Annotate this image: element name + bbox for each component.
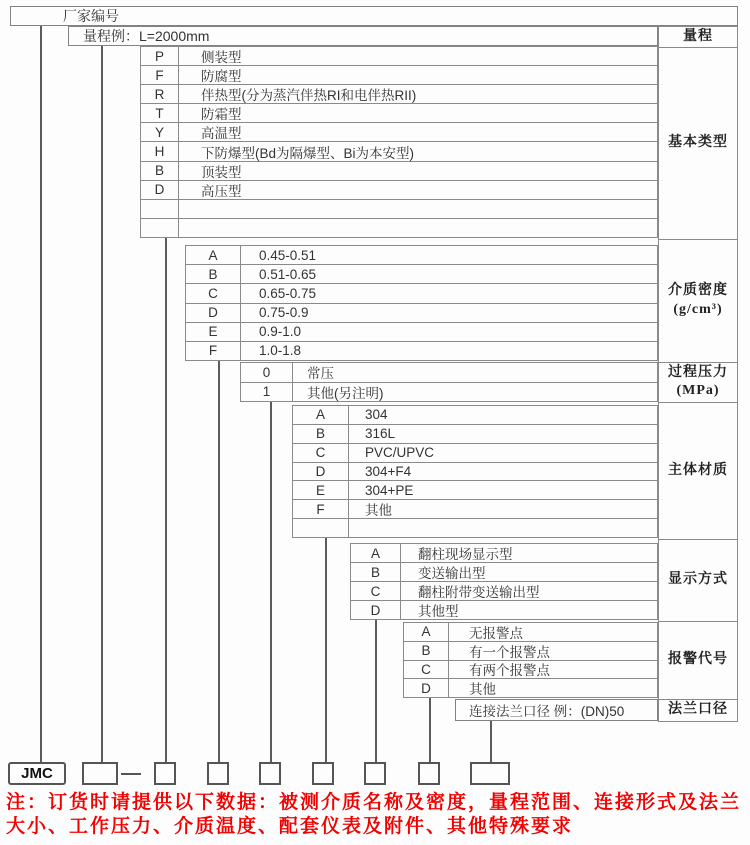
option-code: [293, 519, 349, 537]
table-row-empty: [141, 199, 657, 218]
range-example-row: [68, 26, 658, 46]
option-desc: 防腐型: [201, 69, 242, 85]
dash-separator: [121, 773, 141, 775]
option-code: E: [293, 481, 349, 499]
table-row: [351, 600, 657, 619]
connector-line: [270, 402, 272, 762]
table-row: [141, 141, 657, 160]
table-row: [141, 103, 657, 122]
option-code: [141, 219, 179, 237]
table-row: [351, 581, 657, 600]
label-medium-density: 介质密度 (g/cm³): [659, 239, 737, 362]
table-row-empty: [293, 518, 657, 537]
table-row: [293, 424, 657, 443]
option-desc: 1.0-1.8: [259, 343, 302, 359]
option-desc: 高压型: [201, 183, 242, 199]
option-code: B: [141, 162, 179, 180]
table-row: [186, 303, 657, 322]
option-code: A: [186, 246, 241, 264]
option-code: F: [293, 500, 349, 518]
option-desc: 翻柱附带变送输出型: [418, 585, 540, 600]
option-code: E: [186, 323, 241, 341]
option-code: F: [186, 342, 241, 360]
code-box-alarm: [418, 762, 440, 785]
ordering-note: 注：订货时请提供以下数据：被测介质名称及密度，量程范围、连接形式及法兰大小、工作压力、介质温度、配套仪表及附件、其他特殊要求: [6, 792, 742, 838]
connector-line: [490, 721, 492, 762]
option-code: P: [141, 47, 179, 65]
manufacturer-number-row: [10, 6, 738, 26]
option-desc: 防霜型: [201, 107, 242, 123]
option-desc: 0.75-0.9: [259, 305, 309, 321]
label-basic-type: 基本类型: [659, 47, 737, 239]
table-row: [404, 623, 657, 641]
model-prefix-box: [8, 762, 66, 785]
option-code: A: [293, 406, 349, 424]
manufacturer-number-label: 厂家编号: [63, 8, 119, 24]
option-desc: 顶装型: [201, 164, 242, 180]
table-row: [351, 544, 657, 562]
option-code: B: [404, 642, 449, 660]
table-row: [186, 246, 657, 264]
label-body-material: 主体材质: [659, 402, 737, 539]
option-desc: 其他型: [418, 604, 459, 619]
label-flange-size: 法兰口径: [659, 699, 737, 721]
label-range: 量程: [683, 28, 713, 44]
option-desc: 有两个报警点: [469, 663, 550, 679]
option-desc: 304+PE: [365, 482, 414, 498]
connector-line: [165, 238, 167, 762]
option-desc: 下防爆型(Bd为隔爆型、Bi为本安型): [201, 145, 415, 161]
code-box-material: [312, 762, 334, 785]
option-desc: 其他: [469, 682, 496, 697]
code-box-display: [364, 762, 386, 785]
process-pressure-table: [240, 362, 658, 402]
label-display-mode: 显示方式: [659, 539, 737, 621]
option-desc: 无报警点: [469, 625, 523, 641]
table-row: [351, 562, 657, 581]
option-desc: 304+F4: [365, 464, 412, 479]
table-row: [186, 322, 657, 341]
basic-type-table: [140, 46, 658, 238]
code-box-pressure: [259, 762, 281, 785]
option-code: C: [186, 284, 241, 302]
table-row: [141, 65, 657, 84]
option-code: A: [351, 544, 401, 562]
option-code: T: [141, 104, 179, 122]
code-box-flange: [470, 762, 510, 785]
option-desc: 伴热型(分为蒸汽伴热RI和电伴热RII): [201, 88, 417, 104]
option-code: D: [404, 679, 449, 697]
option-desc: 其他(另注明): [307, 385, 384, 401]
connector-line: [325, 538, 327, 762]
table-row: [241, 363, 657, 382]
table-row-empty: [141, 218, 657, 237]
model-prefix-label: JMC: [21, 765, 53, 782]
connector-line: [429, 698, 431, 762]
option-desc: 其他: [365, 503, 392, 519]
table-row: [186, 264, 657, 283]
table-row: [141, 84, 657, 103]
table-row: [293, 499, 657, 518]
label-process-pressure: 过程压力 (MPa): [659, 362, 737, 403]
option-desc: [179, 200, 657, 218]
option-code: C: [293, 444, 349, 462]
flange-size-row: [455, 699, 658, 721]
table-row: [293, 462, 657, 481]
table-row: [404, 678, 657, 697]
connector-line: [101, 46, 103, 762]
alarm-code-table: [403, 622, 658, 698]
option-desc: 常压: [307, 366, 334, 382]
option-code: B: [293, 425, 349, 443]
option-desc: [349, 519, 657, 537]
connector-line: [375, 620, 377, 762]
option-desc: 高温型: [201, 126, 242, 142]
option-code: H: [141, 142, 179, 160]
table-row: [141, 122, 657, 141]
option-desc: 304: [365, 407, 388, 423]
label-alarm-code: 报警代号: [659, 621, 737, 699]
connector-line: [40, 26, 42, 762]
option-code: B: [351, 563, 401, 581]
table-row: [404, 660, 657, 679]
option-code: D: [293, 463, 349, 481]
option-desc: 侧装型: [201, 50, 242, 66]
table-row: [241, 382, 657, 402]
option-desc: 0.51-0.65: [259, 266, 317, 282]
body-material-table: [292, 405, 658, 538]
code-box-basic-type: [154, 762, 176, 785]
option-code: R: [141, 85, 179, 103]
option-desc: [179, 219, 657, 237]
option-desc: 316L: [365, 426, 396, 442]
code-box-density: [207, 762, 229, 785]
option-code: A: [404, 623, 449, 641]
option-code: 0: [241, 363, 293, 382]
option-code: D: [141, 181, 179, 199]
table-row: [293, 406, 657, 424]
range-example-label: 量程例：L=2000mm: [83, 28, 210, 44]
flange-size-text: 连接法兰口径 例：(DN)50: [469, 704, 625, 719]
table-row: [186, 341, 657, 360]
table-row: [141, 47, 657, 65]
option-desc: 0.9-1.0: [259, 324, 302, 340]
option-desc: 0.45-0.51: [259, 247, 317, 263]
option-code: D: [186, 304, 241, 322]
medium-density-table: [185, 245, 658, 361]
option-desc: 0.65-0.75: [259, 285, 317, 301]
option-desc: 变送输出型: [418, 566, 486, 581]
display-mode-table: [350, 543, 658, 620]
option-desc: PVC/UPVC: [365, 445, 435, 461]
table-row: [186, 283, 657, 302]
option-code: C: [404, 661, 449, 679]
option-code: C: [351, 582, 401, 600]
option-code: B: [186, 265, 241, 283]
category-label-column: [658, 26, 738, 722]
table-row: [141, 161, 657, 180]
option-code: 1: [241, 383, 293, 402]
option-code: [141, 200, 179, 218]
option-desc: 有一个报警点: [469, 644, 550, 660]
table-row: [141, 180, 657, 199]
option-code: F: [141, 66, 179, 84]
code-box-range: [82, 762, 118, 785]
connector-line: [218, 361, 220, 762]
table-row: [293, 480, 657, 499]
table-row: [404, 641, 657, 660]
option-code: Y: [141, 123, 179, 141]
option-code: D: [351, 601, 401, 619]
table-row: [293, 443, 657, 462]
option-desc: 翻柱现场显示型: [418, 547, 513, 562]
